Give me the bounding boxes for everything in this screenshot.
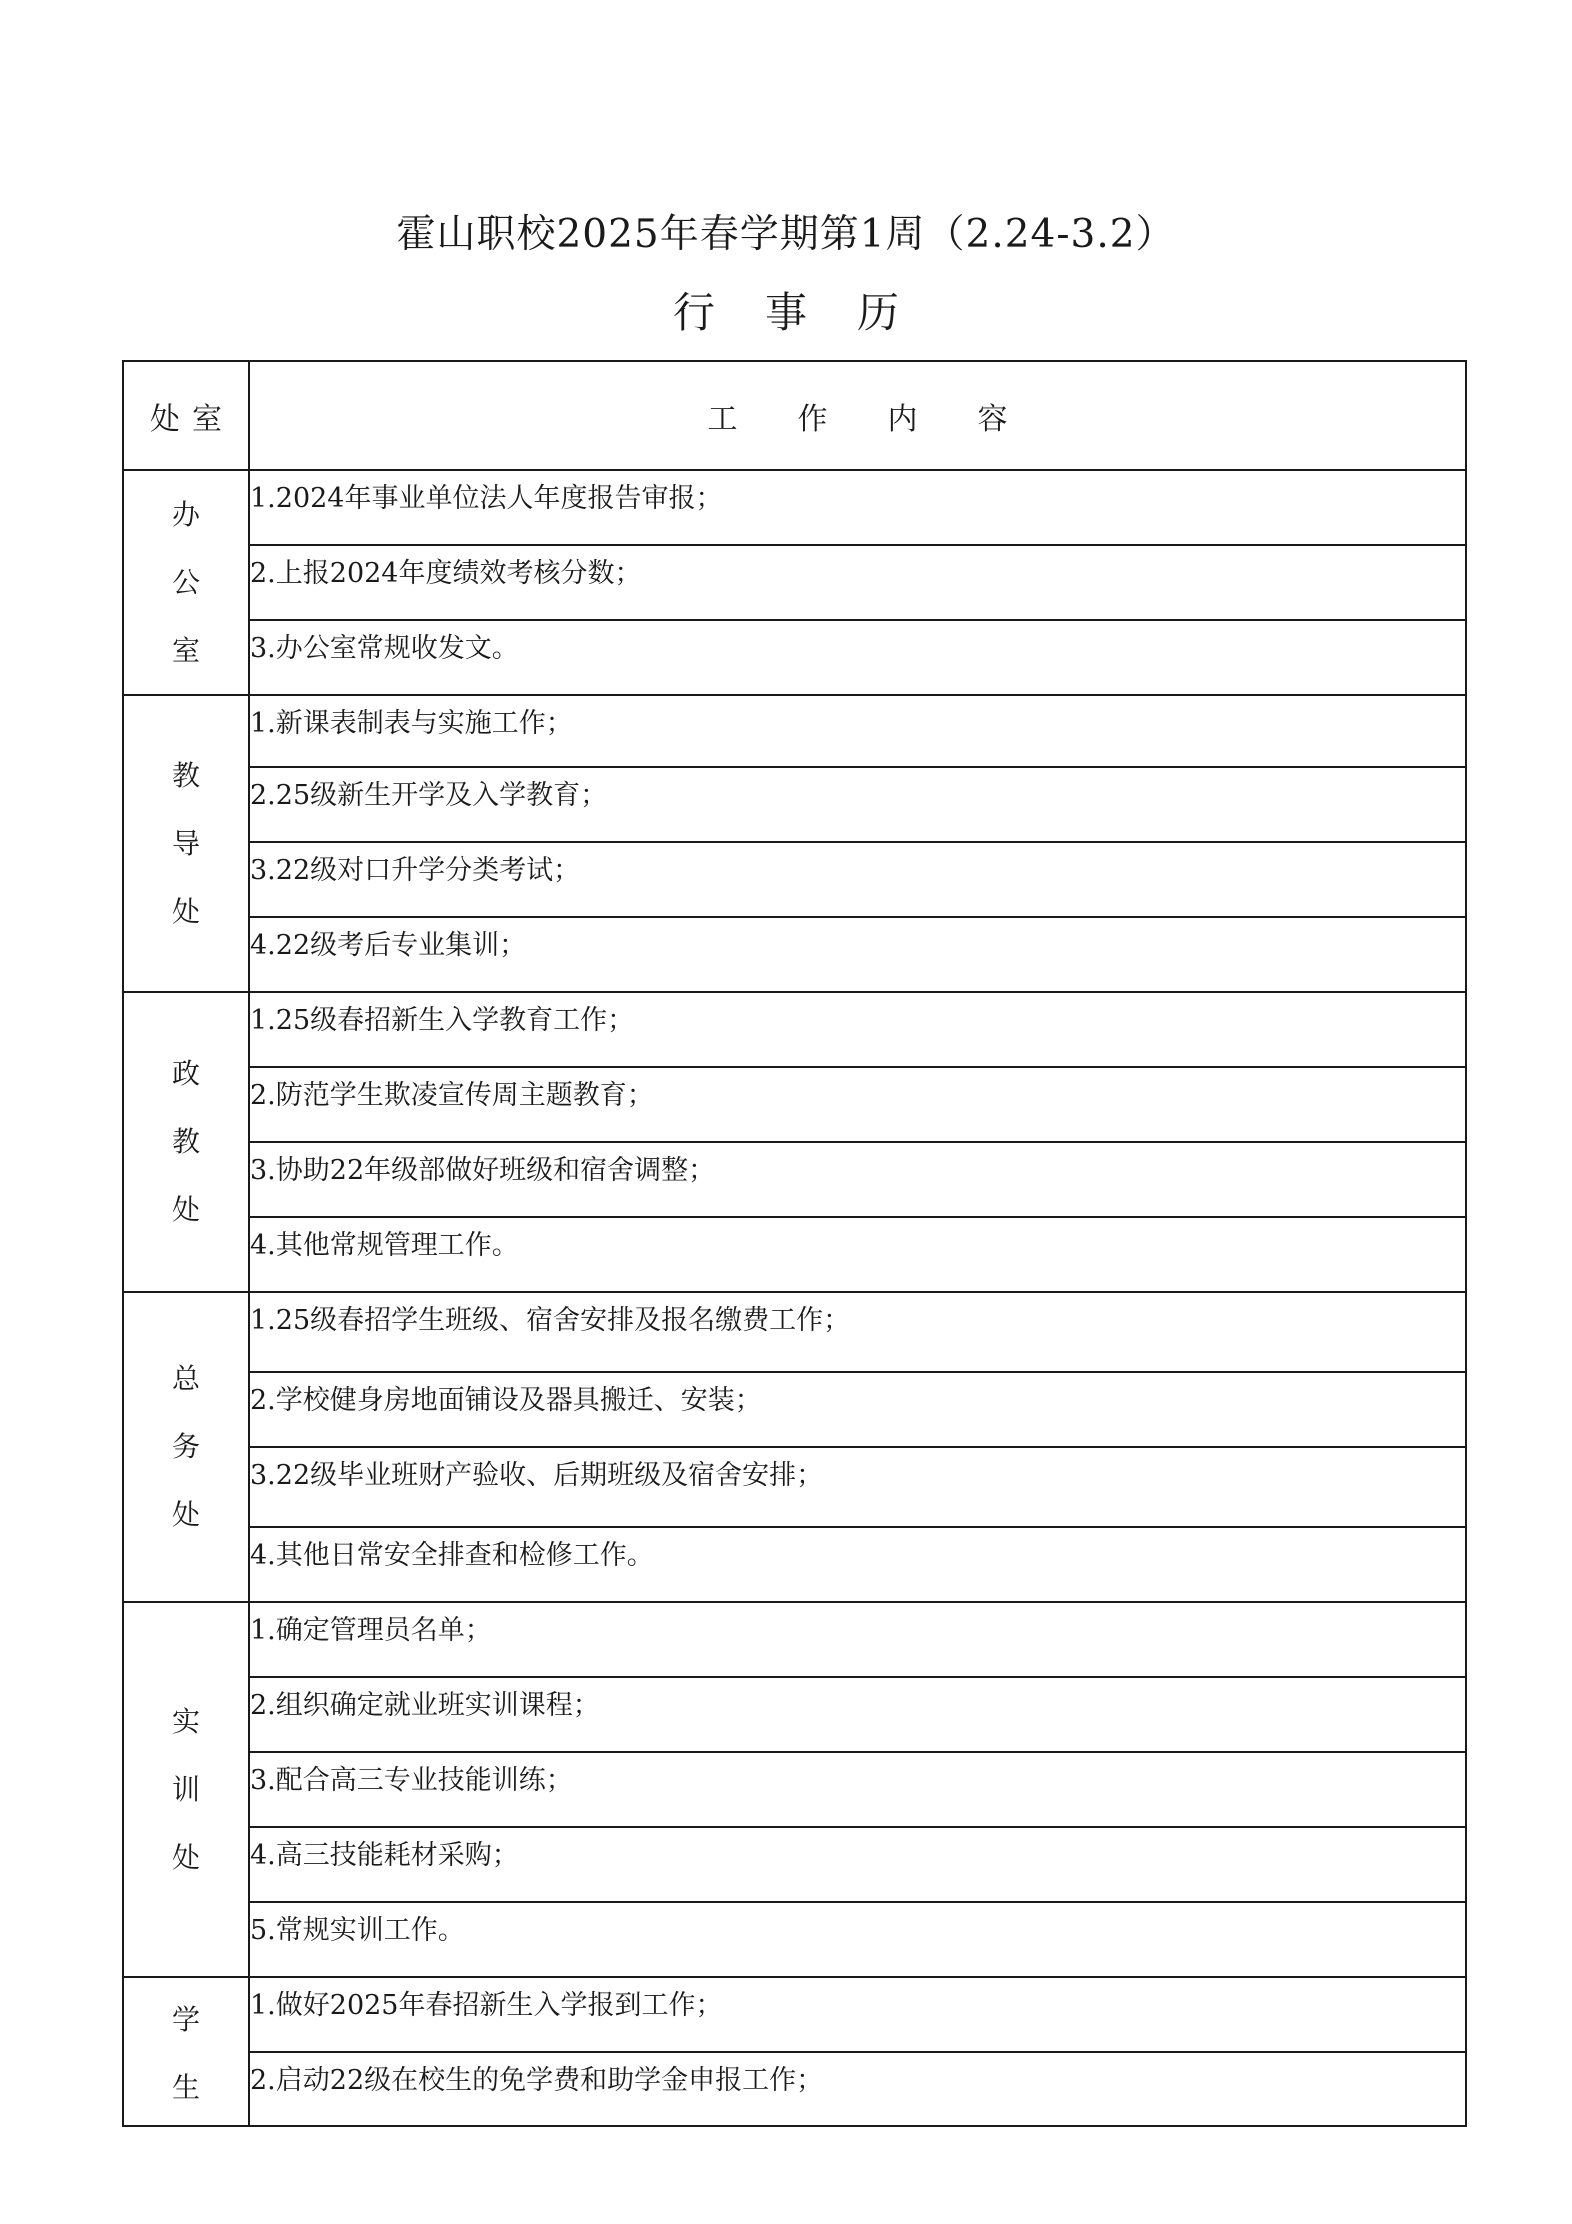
table-row (123, 1752, 1466, 1827)
dept-name: 总务处 (171, 1362, 200, 1531)
table-row (123, 1527, 1466, 1602)
work-item: 1.做好2025年春招新生入学报到工作； (249, 1977, 1466, 2052)
work-item: 2.组织确定就业班实训课程； (249, 1677, 1466, 1752)
table-body (123, 470, 1466, 2126)
table-header-row (123, 361, 1466, 470)
table-row (123, 992, 1466, 1067)
table-row (123, 1067, 1466, 1142)
work-item: 3.22级对口升学分类考试； (249, 842, 1466, 917)
dept-cell (123, 1602, 249, 1977)
table-row (123, 2052, 1466, 2126)
table-row (123, 1292, 1466, 1372)
table-row (123, 545, 1466, 620)
work-item: 3.配合高三专业技能训练； (249, 1752, 1466, 1827)
work-item: 2.上报2024年度绩效考核分数； (249, 545, 1466, 620)
dept-name: 教导处 (171, 758, 200, 928)
dept-cell (123, 470, 249, 695)
table-row (123, 1447, 1466, 1527)
table-row (123, 917, 1466, 992)
work-item: 2.启动22级在校生的免学费和助学金申报工作； (249, 2052, 1466, 2126)
work-item: 3.协助22年级部做好班级和宿舍调整； (249, 1142, 1466, 1217)
schedule-table (122, 360, 1467, 2127)
header-dept: 处室 (123, 361, 249, 470)
table-row (123, 1902, 1466, 1977)
work-item: 3.办公室常规收发文。 (249, 620, 1466, 695)
dept-cell (123, 1292, 249, 1602)
table-row (123, 620, 1466, 695)
document-subtitle: 行事历 (672, 288, 949, 337)
document-title: 霍山职校2025年春学期第1周（2.24-3.2） (396, 212, 1176, 257)
table-row (123, 842, 1466, 917)
work-item: 2.25级新生开学及入学教育； (249, 767, 1466, 842)
work-item: 4.其他日常安全排查和检修工作。 (249, 1527, 1466, 1602)
work-item: 2.防范学生欺凌宣传周主题教育； (249, 1067, 1466, 1142)
work-item: 1.25级春招学生班级、宿舍安排及报名缴费工作； (249, 1292, 1466, 1372)
table-row (123, 470, 1466, 545)
dept-name: 学生 (171, 2003, 200, 2104)
work-item: 4.高三技能耗材采购； (249, 1827, 1466, 1902)
header-work: 工作内容 (249, 361, 1466, 470)
table-row (123, 1372, 1466, 1447)
table-row (123, 1602, 1466, 1677)
work-item: 5.常规实训工作。 (249, 1902, 1466, 1977)
dept-cell (123, 695, 249, 992)
table-row (123, 1827, 1466, 1902)
work-item: 4.22级考后专业集训； (249, 917, 1466, 992)
work-item: 2.学校健身房地面铺设及器具搬迁、安装； (249, 1372, 1466, 1447)
work-item: 1.新课表制表与实施工作； (249, 695, 1466, 767)
dept-name: 实训处 (171, 1704, 200, 1874)
work-item: 1.25级春招新生入学教育工作； (249, 992, 1466, 1067)
table-row (123, 1217, 1466, 1292)
table-row (123, 1142, 1466, 1217)
dept-name: 办公室 (171, 497, 200, 667)
table-row (123, 695, 1466, 767)
work-item: 4.其他常规管理工作。 (249, 1217, 1466, 1292)
work-item: 1.2024年事业单位法人年度报告审报； (249, 470, 1466, 545)
table-row (123, 1677, 1466, 1752)
dept-cell (123, 992, 249, 1292)
work-item: 1.确定管理员名单； (249, 1602, 1466, 1677)
dept-cell (123, 1977, 249, 2126)
table-row (123, 767, 1466, 842)
work-item: 3.22级毕业班财产验收、后期班级及宿舍安排； (249, 1447, 1466, 1527)
dept-name: 政教处 (171, 1057, 200, 1226)
table-row (123, 1977, 1466, 2052)
